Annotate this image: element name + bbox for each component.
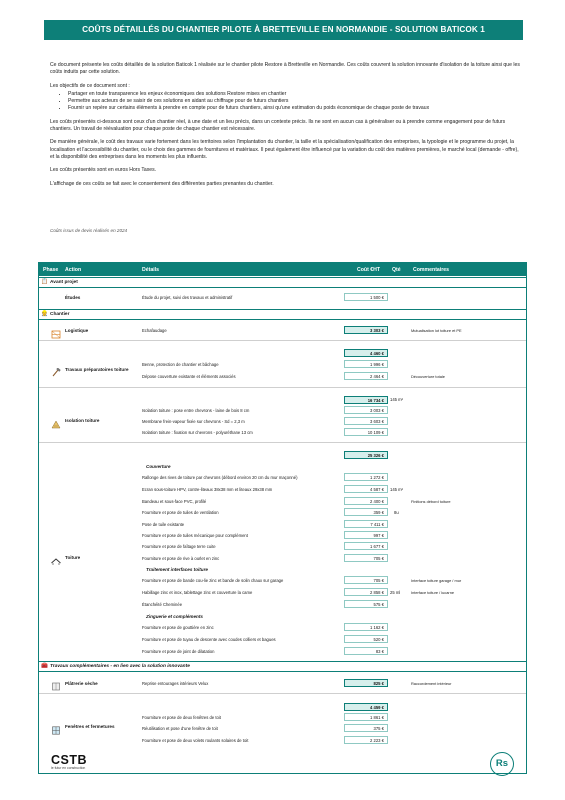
objective-item: • Partager en toute transparence les enjeux économiques des solutions Restore mises en chantier: [68, 91, 520, 98]
detail-cell: Benne, protection de chantier et bâchage: [142, 362, 219, 367]
section-chantier: 👷 Chantier: [39, 309, 526, 320]
detail-cell: Dépose couverture existante et éléments associés: [142, 374, 236, 379]
cost-cell: 7 411 €: [344, 520, 388, 528]
intro-paragraph: Ce document présente les coûts détaillés de la solution Baticok 1 réalisée sur le chantier pilote Restore à Bretteville en Normandie. Ces coûts couvrent la solution innovante d'isolation de la toiture ainsi que les coûts induits par cette solution.: [50, 62, 520, 76]
subheading: Couverture: [146, 464, 171, 469]
table-header: [39, 263, 526, 276]
intro-text: [50, 62, 520, 194]
intro-paragraph: L'affichage de ces coûts se fait avec le consentement des différentes parties prenantes du chantier.: [50, 180, 274, 187]
detail-cell: Bandeau et sous-face PVC, profilé: [142, 499, 207, 504]
row-separator: [39, 442, 526, 443]
subtotal-cell: 16 734 €: [344, 396, 388, 404]
intro-paragraph: De manière générale, le coût des travaux varie fortement dans les territoires selon l'implantation du chantier, la taille et la spécialisation/qualification des entreprises, la typologie et le programme du projet, la localisation et l'accessibilité du chantier, ou le choix des gammes de fournitures et matériaux. Il peut également être influencé par la variation du coût des matières premières, le marché local (demande - offre), et la disponibilité des entreprises dans les moments les plus influents.: [50, 139, 519, 160]
row-separator: [39, 387, 526, 388]
qty-cell: 145 m²: [390, 397, 404, 402]
cost-cell: 2 858 €: [344, 588, 388, 596]
detail-cell: Fourniture et pose de rive à ourlet en zinc: [142, 556, 220, 561]
insulation-icon: [51, 416, 61, 425]
cost-cell: 1 996 €: [344, 360, 388, 368]
qty-cell: 25 ml: [390, 590, 401, 595]
action-label: Logistique: [65, 328, 89, 333]
detail-cell: Fourniture et pose de deux volets roulants solaires de toit: [142, 738, 249, 743]
detail-cell: Pose de tuile existante: [142, 522, 185, 527]
intro-paragraph: Les coûts présentés sont en euros Hors Taxes.: [50, 167, 157, 174]
clipboard-icon: 📋: [41, 279, 48, 285]
header-details: Détails: [142, 267, 160, 273]
window-icon: [51, 722, 61, 731]
comment-cell: Mutualisation lot toiture et PE: [411, 328, 462, 333]
header-action: Action: [65, 267, 82, 273]
section-avant-projet: 📋 Avant projet: [39, 277, 526, 288]
toolbox-icon: 🧰: [41, 663, 48, 669]
section-travaux-complementaires: 🧰 Travaux complémentaires - en lien avec la solution innovante: [39, 661, 526, 672]
comment-cell: Découverture totale: [411, 374, 445, 379]
cost-cell: 3 003 €: [344, 406, 388, 414]
header-comments: Commentaires: [413, 267, 450, 273]
restore-badge: Rs: [490, 752, 514, 776]
detail-cell: Rallonge des rives de toiture par chevrons (débord environ 20 cm du mur maçonné): [142, 475, 298, 480]
action-label: Travaux préparatoires toiture: [65, 367, 129, 372]
objectives-list: [50, 91, 520, 113]
cost-cell: 997 €: [344, 531, 388, 539]
cost-cell: 2 464 €: [344, 372, 388, 380]
hammer-icon: [51, 364, 61, 373]
source-note: Coûts issus de devis réalisés en 2024: [50, 228, 128, 233]
comment-cell: Interface toiture / lucarne: [411, 590, 455, 595]
action-label: Toiture: [65, 555, 81, 560]
action-label: Isolation toiture: [65, 418, 100, 423]
cost-cell: 1 677 €: [344, 542, 388, 550]
detail-cell: Fourniture et pose de deux fenêtres de toit: [142, 715, 221, 720]
cost-cell: 1 162 €: [344, 623, 388, 631]
cost-cell: 375 €: [344, 724, 388, 732]
detail-cell: Fourniture et pose de tuiles de ventilation: [142, 510, 219, 515]
cstb-logo: [51, 753, 87, 770]
page-title: COÛTS DÉTAILLÉS DU CHANTIER PILOTE À BRETTEVILLE EN NORMANDIE - SOLUTION BATICOK 1: [44, 20, 523, 40]
workers-icon: 👷: [41, 311, 48, 317]
objective-item: • Fournir un repère sur certains éléments à prendre en compte pour de futurs chantiers, ainsi qu'une estimation du poids économique de chaque poste de travaux: [68, 105, 520, 112]
cost-cell: 705 €: [344, 554, 388, 562]
detail-cell: Fourniture et pose de tuyau de descente avec coudes colliers et bagues: [142, 637, 276, 642]
brand-name: CSTB: [51, 753, 88, 767]
subtotal-cell: 4 460 €: [344, 349, 388, 357]
cost-cell: 3 303 €: [344, 326, 388, 334]
plaster-board-icon: [51, 678, 61, 687]
detail-cell: Fourniture et pose de faîtage terre cuite: [142, 544, 216, 549]
comment-cell: Finitions débord toiture: [411, 499, 451, 504]
header-phase: Phase: [43, 267, 59, 273]
objective-item: • Permettre aux acteurs de se saisir de ces solutions en aidant au chiffrage pour de futurs chantiers: [68, 98, 520, 105]
header-qty: Qté: [392, 267, 401, 273]
qty-cell: 8u: [394, 510, 399, 515]
header-cost: Coût €HT: [357, 267, 381, 273]
cost-cell: 1 861 €: [344, 713, 388, 721]
comment-cell: Raccordement intérieur: [411, 681, 452, 686]
cost-cell: 1 272 €: [344, 473, 388, 481]
action-label: Plâtrerie sèche: [65, 681, 98, 686]
action-label: Fenêtres et fermetures: [65, 724, 115, 729]
detail-cell: Echafaudage: [142, 328, 167, 333]
cost-cell: 825 €: [344, 679, 388, 687]
row-separator: [39, 693, 526, 694]
qty-cell: 145 m²: [390, 487, 404, 492]
cost-cell: 520 €: [344, 635, 388, 643]
objectives-title: Les objectifs de ce document sont :: [50, 82, 130, 89]
cost-cell: 4 587 €: [344, 485, 388, 493]
detail-cell: Fourniture et pose de tuiles mécanique pour complément: [142, 533, 248, 538]
subtotal-cell: 25 326 €: [344, 451, 388, 459]
scaffold-icon: [51, 326, 61, 335]
detail-cell: Membrane frein-vapeur fixée sur chevrons - Sd = 2,3 m: [142, 419, 245, 424]
detail-cell: Fourniture et pose de gouttière en zinc: [142, 625, 214, 630]
cost-cell: 575 €: [344, 600, 388, 608]
intro-paragraph: Les coûts présentés ci-dessous sont ceux d'un chantier réel, à une date et un lieu précis, dans un contexte précis. Ils ne sont en aucun cas à généraliser ou à prendre comme engagement pour de futurs chantiers. Un travail de réévaluation pour chaque poste de chaque chantier est nécessaire.: [50, 118, 506, 133]
brand-tagline: le futur en construction: [51, 766, 86, 770]
cost-cell: 359 €: [344, 508, 388, 516]
row-separator: [39, 340, 526, 341]
subheading: Zinguerie et compléments: [146, 614, 203, 619]
detail-cell: Fourniture et pose de bande cou-lie zinc et bande de solin chaux sur garage: [142, 578, 284, 583]
detail-cell: Habillage zinc et inox, tablettage zinc et couverture la came: [142, 590, 253, 595]
cost-cell: 2 223 €: [344, 736, 388, 744]
subtotal-cell: 4 459 €: [344, 703, 388, 711]
detail-cell: Fourniture et pose de joint de dilatation: [142, 649, 215, 654]
cost-cell: 2 400 €: [344, 497, 388, 505]
detail-cell: Réutilisation et pose d'une fenêtre de toit: [142, 726, 218, 731]
detail-cell: Étude du projet, suivi des travaux et administratif: [142, 295, 233, 300]
cost-cell: 705 €: [344, 576, 388, 584]
cost-cell: 10 109 €: [344, 428, 388, 436]
roof-icon: [51, 553, 61, 562]
detail-cell: Isolation toiture : fixation sur chevrons - polyuréthane 13 cm: [142, 430, 253, 435]
subheading: Traitement interfaces toiture: [146, 567, 208, 572]
cost-table: [38, 262, 527, 774]
cost-cell: 3 603 €: [344, 417, 388, 425]
detail-cell: Étanchéité Cheminée: [142, 602, 183, 607]
cost-cell: 83 €: [344, 647, 388, 655]
detail-cell: Reprise entourages intérieurs Velux: [142, 681, 209, 686]
comment-cell: Interface toiture garage / mur: [411, 578, 462, 583]
detail-cell: Ecran sous-toiture HPV, contre-liteaux 38x38 mm et liteaux 29x38 mm: [142, 487, 273, 492]
cost-cell: 1 500 €: [344, 293, 388, 301]
action-label: Études: [65, 295, 81, 300]
detail-cell: Isolation toiture : pose entre chevrons - laine de bois 8 cm: [142, 408, 250, 413]
